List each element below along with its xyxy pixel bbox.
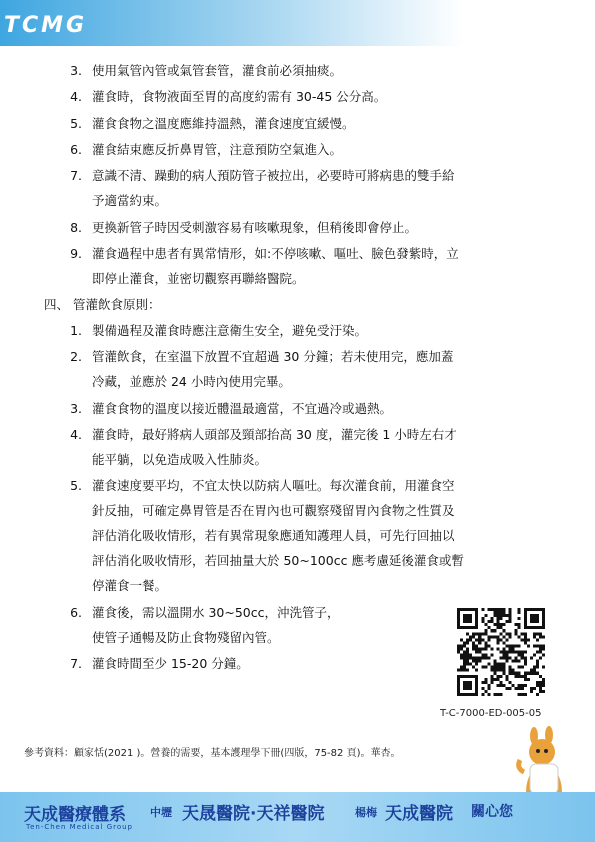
- list-item-text: 使管子通暢及防止食物殘留內管。: [92, 629, 280, 645]
- list-item-number: 7.: [70, 655, 82, 671]
- document-code: T-C-7000-ED-005-05: [440, 708, 542, 719]
- footer-hospital-2: 天成醫院: [385, 804, 453, 824]
- list-item-text: 能平躺，以免造成吸入性肺炎。: [92, 451, 268, 467]
- list-item-number: 8.: [70, 219, 82, 235]
- footer-band: [0, 792, 595, 842]
- list-item-text: 灌食速度要平均，不宜太快以防病人嘔吐。每次灌食前，用灌食空: [92, 478, 455, 494]
- footer-org-name: 天成醫療體系: [24, 805, 126, 825]
- list-item-number: 5.: [70, 478, 82, 494]
- list-item-text: 製備過程及灌食時應注意衛生安全，避免受汙染。: [92, 323, 368, 338]
- header-band: [0, 0, 595, 46]
- section-4-heading: 四、 管灌飲食原則：: [44, 297, 161, 312]
- list-item-text: 灌食食物之溫度應維持溫熱，灌食速度宜緩慢。: [92, 115, 355, 131]
- list-item-text: 灌食結束應反折鼻胃管，注意預防空氣進入。: [92, 141, 343, 157]
- brand-logo: TCMG: [4, 13, 88, 38]
- list-item-text: 灌食時間至少 15-20 分鐘。: [92, 655, 249, 671]
- qr-code: [457, 608, 545, 696]
- footer-region-2: 楊梅: [355, 806, 377, 819]
- list-item-number: 1.: [70, 323, 82, 338]
- list-item-text: 評估消化吸收情形，若有異常現象應通知護理人員，可先行回抽以: [92, 528, 455, 544]
- list-item-text: 灌食過程中患者有異常情形，如:不停咳嗽、嘔吐、臉色發紫時，立: [92, 245, 459, 261]
- list-item-text: 評估消化吸收情形，若回抽量大於 50~100cc 應考慮延後灌食或暫: [92, 553, 464, 569]
- list-item-number: 3.: [70, 400, 82, 416]
- list-item-text: 灌食食物的溫度以接近體溫最適當，不宜過冷或過熱。: [92, 400, 393, 416]
- reference-citation: 參考資料：顧家恬(2021 )。營養的需要，基本護理學下冊(四版，75-82 頁)。華杏。: [24, 748, 401, 759]
- list-item-number: 4.: [70, 426, 82, 442]
- list-item-number: 6.: [70, 141, 82, 157]
- list-item-text: 灌食時，最好將病人頭部及頸部抬高 30 度，灌完後 1 小時左右才: [92, 426, 457, 442]
- footer-hospitals-1: 天晟醫院·天祥醫院: [182, 804, 325, 824]
- list-item-number: 7.: [70, 168, 82, 184]
- list-item-number: 4.: [70, 89, 82, 105]
- footer-slogan: 關心您: [471, 804, 513, 820]
- list-item-number: 2.: [70, 349, 82, 365]
- list-item-text: 予適當約束。: [92, 193, 168, 209]
- list-item-text: 使用氣管內管或氣管套管，灌食前必須抽痰。: [92, 63, 343, 78]
- list-item-number: 9.: [70, 245, 82, 261]
- list-item-text: 停灌食一餐。: [92, 578, 168, 594]
- list-item-text: 針反抽，可確定鼻胃管是否在胃內也可觀察殘留胃內食物之性質及: [92, 503, 455, 519]
- list-item-text: 即停止灌食，並密切觀察再聯絡醫院。: [92, 270, 305, 286]
- list-item-number: 5.: [70, 115, 82, 131]
- list-item-text: 灌食後，需以溫開水 30~50cc，沖洗管子，: [92, 604, 340, 620]
- list-item-text: 灌食時，食物液面至胃的高度約需有 30-45 公分高。: [92, 89, 387, 105]
- footer-region-1: 中壢: [150, 806, 172, 819]
- footer-org-english: Ten-Chen Medical Group: [26, 823, 134, 831]
- list-item-text: 意識不清、躁動的病人預防管子被拉出，必要時可將病患的雙手給: [92, 168, 455, 184]
- list-item-text: 更換新管子時因受刺激容易有咳嗽現象，但稍後即會停止。: [92, 219, 418, 235]
- list-item-number: 6.: [70, 604, 82, 620]
- list-item-text: 冷藏，並應於 24 小時內使用完畢。: [92, 374, 291, 390]
- list-item-number: 3.: [70, 63, 82, 78]
- list-item-text: 管灌飲食，在室溫下放置不宜超過 30 分鐘；若未使用完，應加蓋: [92, 349, 454, 365]
